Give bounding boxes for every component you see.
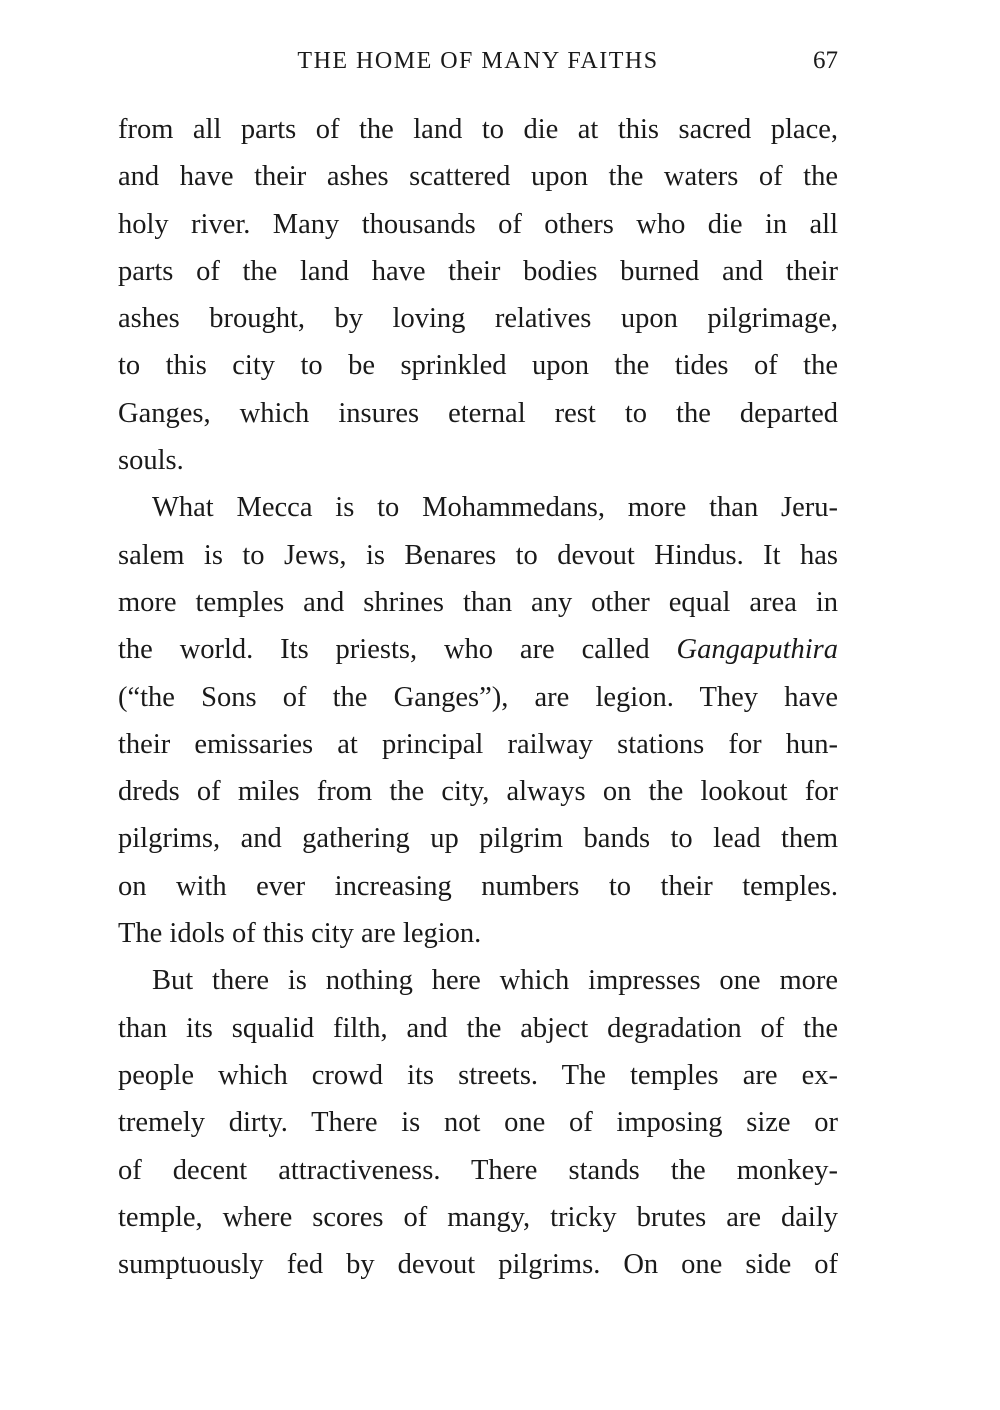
text-line: people which crowd its streets. The temples are ex- (118, 1059, 838, 1091)
page-number: 67 (813, 47, 838, 74)
text-line: to this city to be sprinkled upon the tides of the (118, 350, 838, 382)
text-line: pilgrims, and gathering up pilgrim bands to lead them (118, 823, 838, 855)
text-line: What Mecca is to Mohammedans, more than Jeru- (152, 492, 838, 524)
text-line: and have their ashes scattered upon the waters of the (118, 161, 838, 193)
text-line: The idols of this city are legion. (118, 918, 482, 950)
text-line: parts of the land have their bodies burned and their (118, 255, 838, 287)
text-line: salem is to Jews, is Benares to devout Hindus. It has (118, 539, 838, 571)
text-line: Ganges, which insures eternal rest to the departed (118, 397, 838, 429)
running-header (118, 44, 838, 78)
text-line: holy river. Many thousands of others who die in all (118, 208, 838, 240)
text-line: sumptuously fed by devout pilgrims. On one side of (118, 1249, 838, 1281)
text-line: But there is nothing here which impresses one more (152, 965, 838, 997)
text-line: on with ever increasing numbers to their temples. (118, 870, 838, 902)
text-line: souls. (118, 445, 184, 477)
text-line: from all parts of the land to die at this sacred place, (118, 114, 838, 145)
text-line: than its squalid filth, and the abject degradation of the (118, 1012, 838, 1044)
text-line: of decent attractiveness. There stands the monkey- (118, 1154, 838, 1186)
text-line: more temples and shrines than any other equal area in (118, 586, 838, 618)
text-line: dreds of miles from the city, always on the lookout for (118, 776, 838, 808)
text-line-with-italic (118, 626, 838, 673)
running-title: THE HOME OF MANY FAITHS (297, 48, 659, 74)
text-line: their emissaries at principal railway stations for hun- (118, 728, 838, 760)
text-line: tremely dirty. There is not one of imposing size or (118, 1107, 838, 1139)
text-fragment: the world. Its priests, who are called (118, 634, 650, 666)
italic-term: Gangaputhira (676, 634, 839, 666)
text-line: temple, where scores of mangy, tricky brutes are daily (118, 1201, 838, 1233)
body-text (118, 106, 838, 1288)
text-line: (“the Sons of the Ganges”), are legion. They have (118, 681, 838, 713)
text-line: ashes brought, by loving relatives upon pilgrimage, (118, 303, 838, 335)
